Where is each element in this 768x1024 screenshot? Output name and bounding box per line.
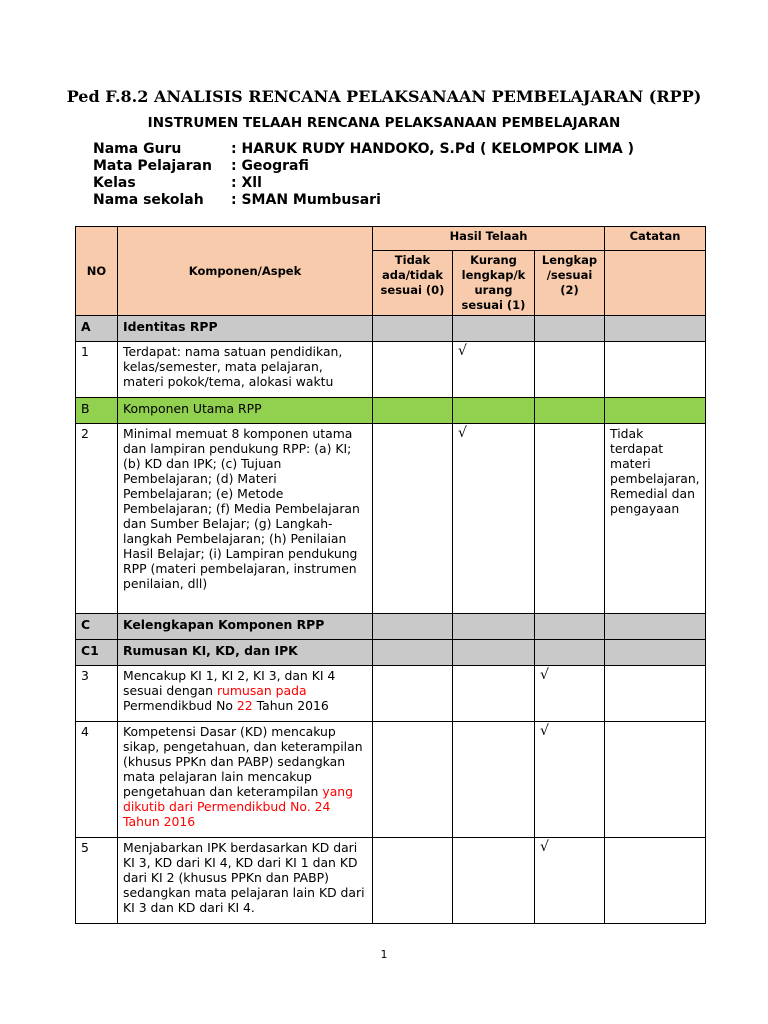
aspect-text: Permendikbud No [123,698,237,713]
check-mark: √ [535,666,605,722]
check-mark: √ [535,722,605,838]
row-aspect [118,722,373,838]
row-catatan: Tidak terdapat materi pembelajaran, Remedial dan pengayaan [605,424,706,614]
row-no: C [76,614,118,640]
row-no: 4 [76,722,118,838]
aspect-text: Mencakup KI 1, KI 2, KI 3, dan KI 4 sesuai dengan [123,668,336,698]
row-aspect: Komponen Utama RPP [118,398,373,424]
info-row-class [93,175,634,192]
row-aspect: Minimal memuat 8 komponen utama dan lampiran pendukung RPP: (a) KI; (b) KD dan IPK; (c) Tujuan Pembelajaran; (d) Materi Pembelajaran; (e) Metode Pembelajaran; (f) Media Pembelajaran dan Sumber Belajar; (g) Langkah-langkah Pembelajaran; (h) Penilaian Hasil Belajar; (i) Lampiran pendukung RPP (materi pembelajaran, instrumen penilaian, dll) [118,424,373,614]
document-title: Ped F.8.2 ANALISIS RENCANA PELAKSANAAN PEMBELAJARAN (RPP) [66,87,702,106]
header-catatan-blank [605,251,706,316]
teacher-info [93,141,634,209]
info-value: : HARUK RUDY HANDOKO, S.Pd ( KELOMPOK LIMA ) [231,141,635,157]
aspect-text: Kompetensi Dasar (KD) mencakup sikap, pengetahuan, dan keterampilan (khusus PPKn dan PABP) sedangkan mata pelajaran lain mencakup pengetahuan dan keterampilan [123,724,363,799]
table-row [76,838,706,924]
table-row [76,342,706,398]
section-row-b [76,398,706,424]
aspect-text: Tahun 2016 [252,698,329,713]
row-no: 1 [76,342,118,398]
header-no: NO [76,227,118,316]
header-tidak: Tidak ada/tidak sesuai (0) [373,251,453,316]
info-label: Nama sekolah [93,192,204,208]
info-value: : SMAN Mumbusari [231,192,381,208]
row-aspect: Terdapat: nama satuan pendidikan, kelas/semester, mata pelajaran, materi pokok/tema, alokasi waktu [118,342,373,398]
info-row-subject [93,158,634,175]
aspect-highlight: yang dikutib dari Permendikbud No. 24 Tahun 2016 [123,784,354,829]
aspect-highlight: rumusan pada [216,683,307,698]
table-header-row [76,227,706,251]
row-aspect: Kelengkapan Komponen RPP [118,614,373,640]
table-row [76,424,706,614]
row-no: 5 [76,838,118,924]
row-aspect: Rumusan KI, KD, dan IPK [118,640,373,666]
info-row-school [93,192,634,209]
document-subtitle: INSTRUMEN TELAAH RENCANA PELAKSANAAN PEMBELAJARAN [147,115,621,131]
row-no: C1 [76,640,118,666]
header-komponen: Komponen/Aspek [118,227,373,316]
header-kurang: Kurang lengkap/k urang sesuai (1) [453,251,535,316]
check-mark: √ [453,424,535,614]
row-no: 2 [76,424,118,614]
review-table [75,226,706,924]
row-no: A [76,316,118,342]
info-value: : Geografi [231,158,309,174]
row-no: 3 [76,666,118,722]
info-row-teacher [93,141,634,158]
page-number: 1 [380,948,388,961]
section-row-c1 [76,640,706,666]
header-hasil-telaah: Hasil Telaah [373,227,605,251]
aspect-highlight: 22 [236,698,253,713]
section-row-a [76,316,706,342]
header-lengkap: Lengkap /sesuai (2) [535,251,605,316]
table-row [76,666,706,722]
info-label: Mata Pelajaran [93,158,212,174]
row-no: B [76,398,118,424]
row-aspect: Menjabarkan IPK berdasarkan KD dari KI 3, KD dari KI 4, KD dari KI 1 dan KD dari KI 2 (khusus PPKn dan PABP) sedangkan mata pelajaran lain KD dari KI 3 dan KD dari KI 4. [118,838,373,924]
header-catatan: Catatan [605,227,706,251]
info-label: Kelas [93,175,136,191]
table-row [76,722,706,838]
info-value: : Xll [231,175,262,191]
info-label: Nama Guru [93,141,182,157]
check-mark: √ [535,838,605,924]
section-row-c [76,614,706,640]
check-mark: √ [453,342,535,398]
row-aspect [118,666,373,722]
row-aspect: Identitas RPP [118,316,373,342]
